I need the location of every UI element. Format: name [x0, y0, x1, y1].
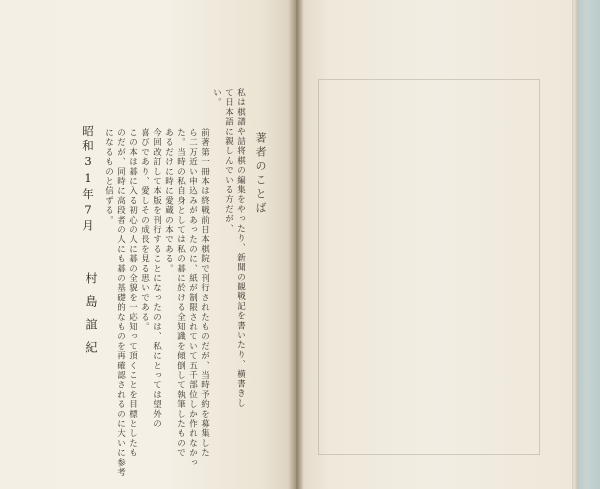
preface-date: 昭和31年7月 — [81, 125, 95, 234]
author-name: 村島誼紀 — [84, 272, 98, 364]
body-column-8: 今回改訂して本版を刊行することになったのは、私にとっては望外の — [151, 128, 162, 429]
body-column-2: て日本語に親しんでいる方だが、 — [223, 88, 234, 234]
book-gutter — [288, 0, 304, 489]
body-column-9: 喜びであり、愛しその成長を見る思いである。 — [139, 128, 150, 332]
body-column-3: い。 — [211, 88, 222, 108]
body-column-4: 前著第一冊本は終戦前日本棋院で刊行されたものだが、当時予約を募集した — [199, 128, 210, 458]
body-column-5: ら二万近い申込みがあったのに、紙が制限されていて五千部位しか作れなかっ — [187, 128, 198, 468]
background-surface — [577, 0, 600, 489]
body-column-7: あるだけに時に愛蔵の本である。 — [163, 128, 174, 274]
body-column-10: この本は碁に入る初心の人に碁の全貌を一応知って頂くことを目標としたも — [127, 128, 138, 458]
body-column-6: た。当時の私自身としては私の碁に於ける全知識を傾倒して執筆したもので — [175, 128, 186, 458]
right-page-frame — [318, 79, 540, 455]
body-column-11: のだが、同時に高段者の人にも碁の基礎的なものを再確認されるのに大いに参考 — [115, 128, 126, 478]
body-column-1: 私は棋譜や詰将棋の編集をやったり、新聞の観戦記を書いたり、横書きし — [235, 88, 246, 409]
body-column-12: になるものと信ずる。 — [103, 128, 114, 225]
preface-heading: 著者のことば — [254, 132, 267, 216]
